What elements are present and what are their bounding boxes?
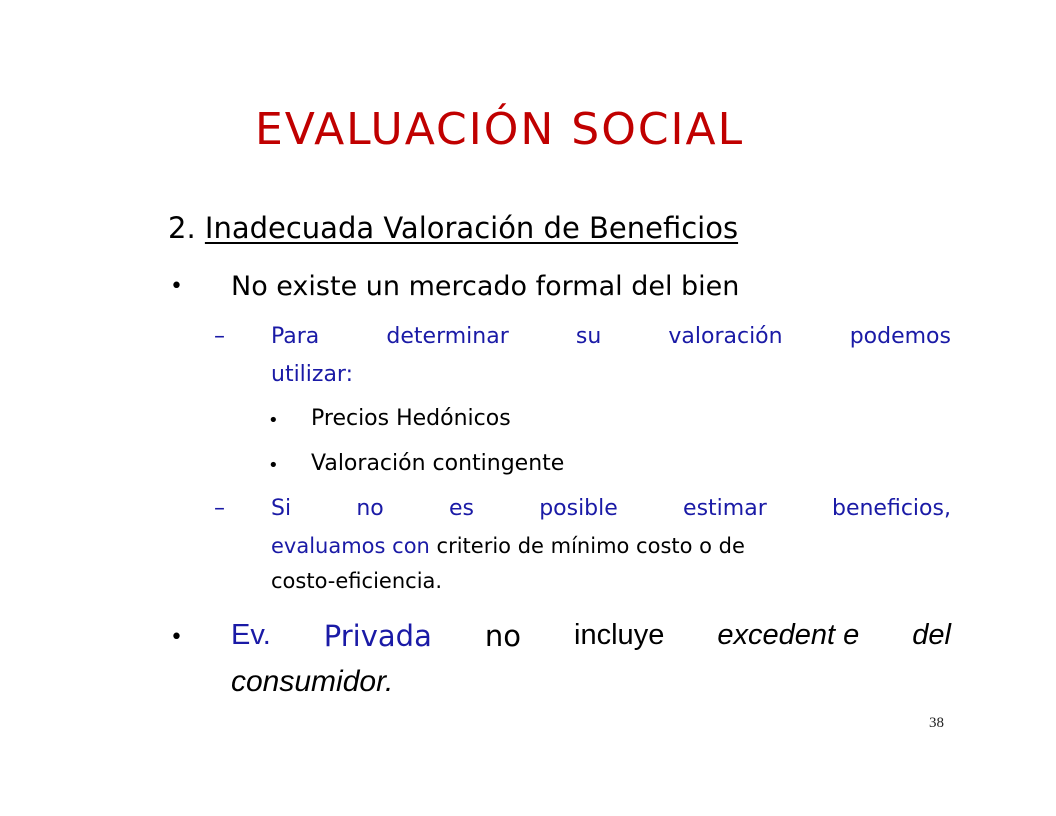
text-black: criterio de mínimo costo o de: [436, 534, 745, 558]
bullet-marker: •: [170, 274, 183, 299]
word: no: [356, 496, 384, 521]
subpoint-valoracion-line2: utilizar:: [271, 362, 354, 387]
text-blue: evaluamos con: [271, 534, 430, 558]
word: valoración: [668, 324, 783, 349]
word: del: [912, 619, 951, 651]
bullet-marker: •: [268, 455, 279, 476]
word: Privada: [323, 619, 432, 653]
word: posible: [539, 496, 618, 521]
method-valoracion-contingente: Valoración contingente: [311, 451, 565, 476]
word: incluye: [574, 619, 665, 651]
word: excedent e: [717, 619, 860, 651]
subpoint-beneficios-line3: costo-eficiencia.: [271, 569, 443, 593]
word: su: [575, 324, 602, 349]
section-heading-text: Inadecuada Valoración de Beneficios: [204, 211, 739, 245]
word: podemos: [849, 324, 951, 349]
section-heading: [168, 211, 738, 245]
subpoint-beneficios-line1: [271, 496, 951, 521]
point-no-mercado: No existe un mercado formal del bien: [231, 271, 740, 302]
section-number: 2.: [168, 211, 196, 245]
slide-title: EVALUACIÓN SOCIAL: [255, 104, 745, 155]
word: no: [484, 619, 522, 653]
page-number: 38: [929, 715, 944, 731]
point-ev-privada-line2: consumidor.: [231, 665, 394, 698]
bullet-marker: •: [170, 625, 183, 650]
method-precios-hedonicos: Precios Hedónicos: [311, 406, 511, 431]
word: estimar: [683, 496, 767, 521]
word: determinar: [386, 324, 509, 349]
dash-marker: –: [214, 324, 225, 349]
dash-marker: –: [214, 496, 225, 521]
point-ev-privada-line1: [231, 619, 951, 653]
word: Si: [271, 496, 292, 521]
subpoint-beneficios-line2: [271, 534, 745, 558]
bullet-marker: •: [268, 410, 279, 431]
word: Para: [271, 324, 320, 349]
word: es: [448, 496, 474, 521]
word: beneficios,: [831, 496, 951, 521]
subpoint-valoracion-line1: [271, 324, 951, 349]
word: Ev.: [231, 619, 271, 651]
